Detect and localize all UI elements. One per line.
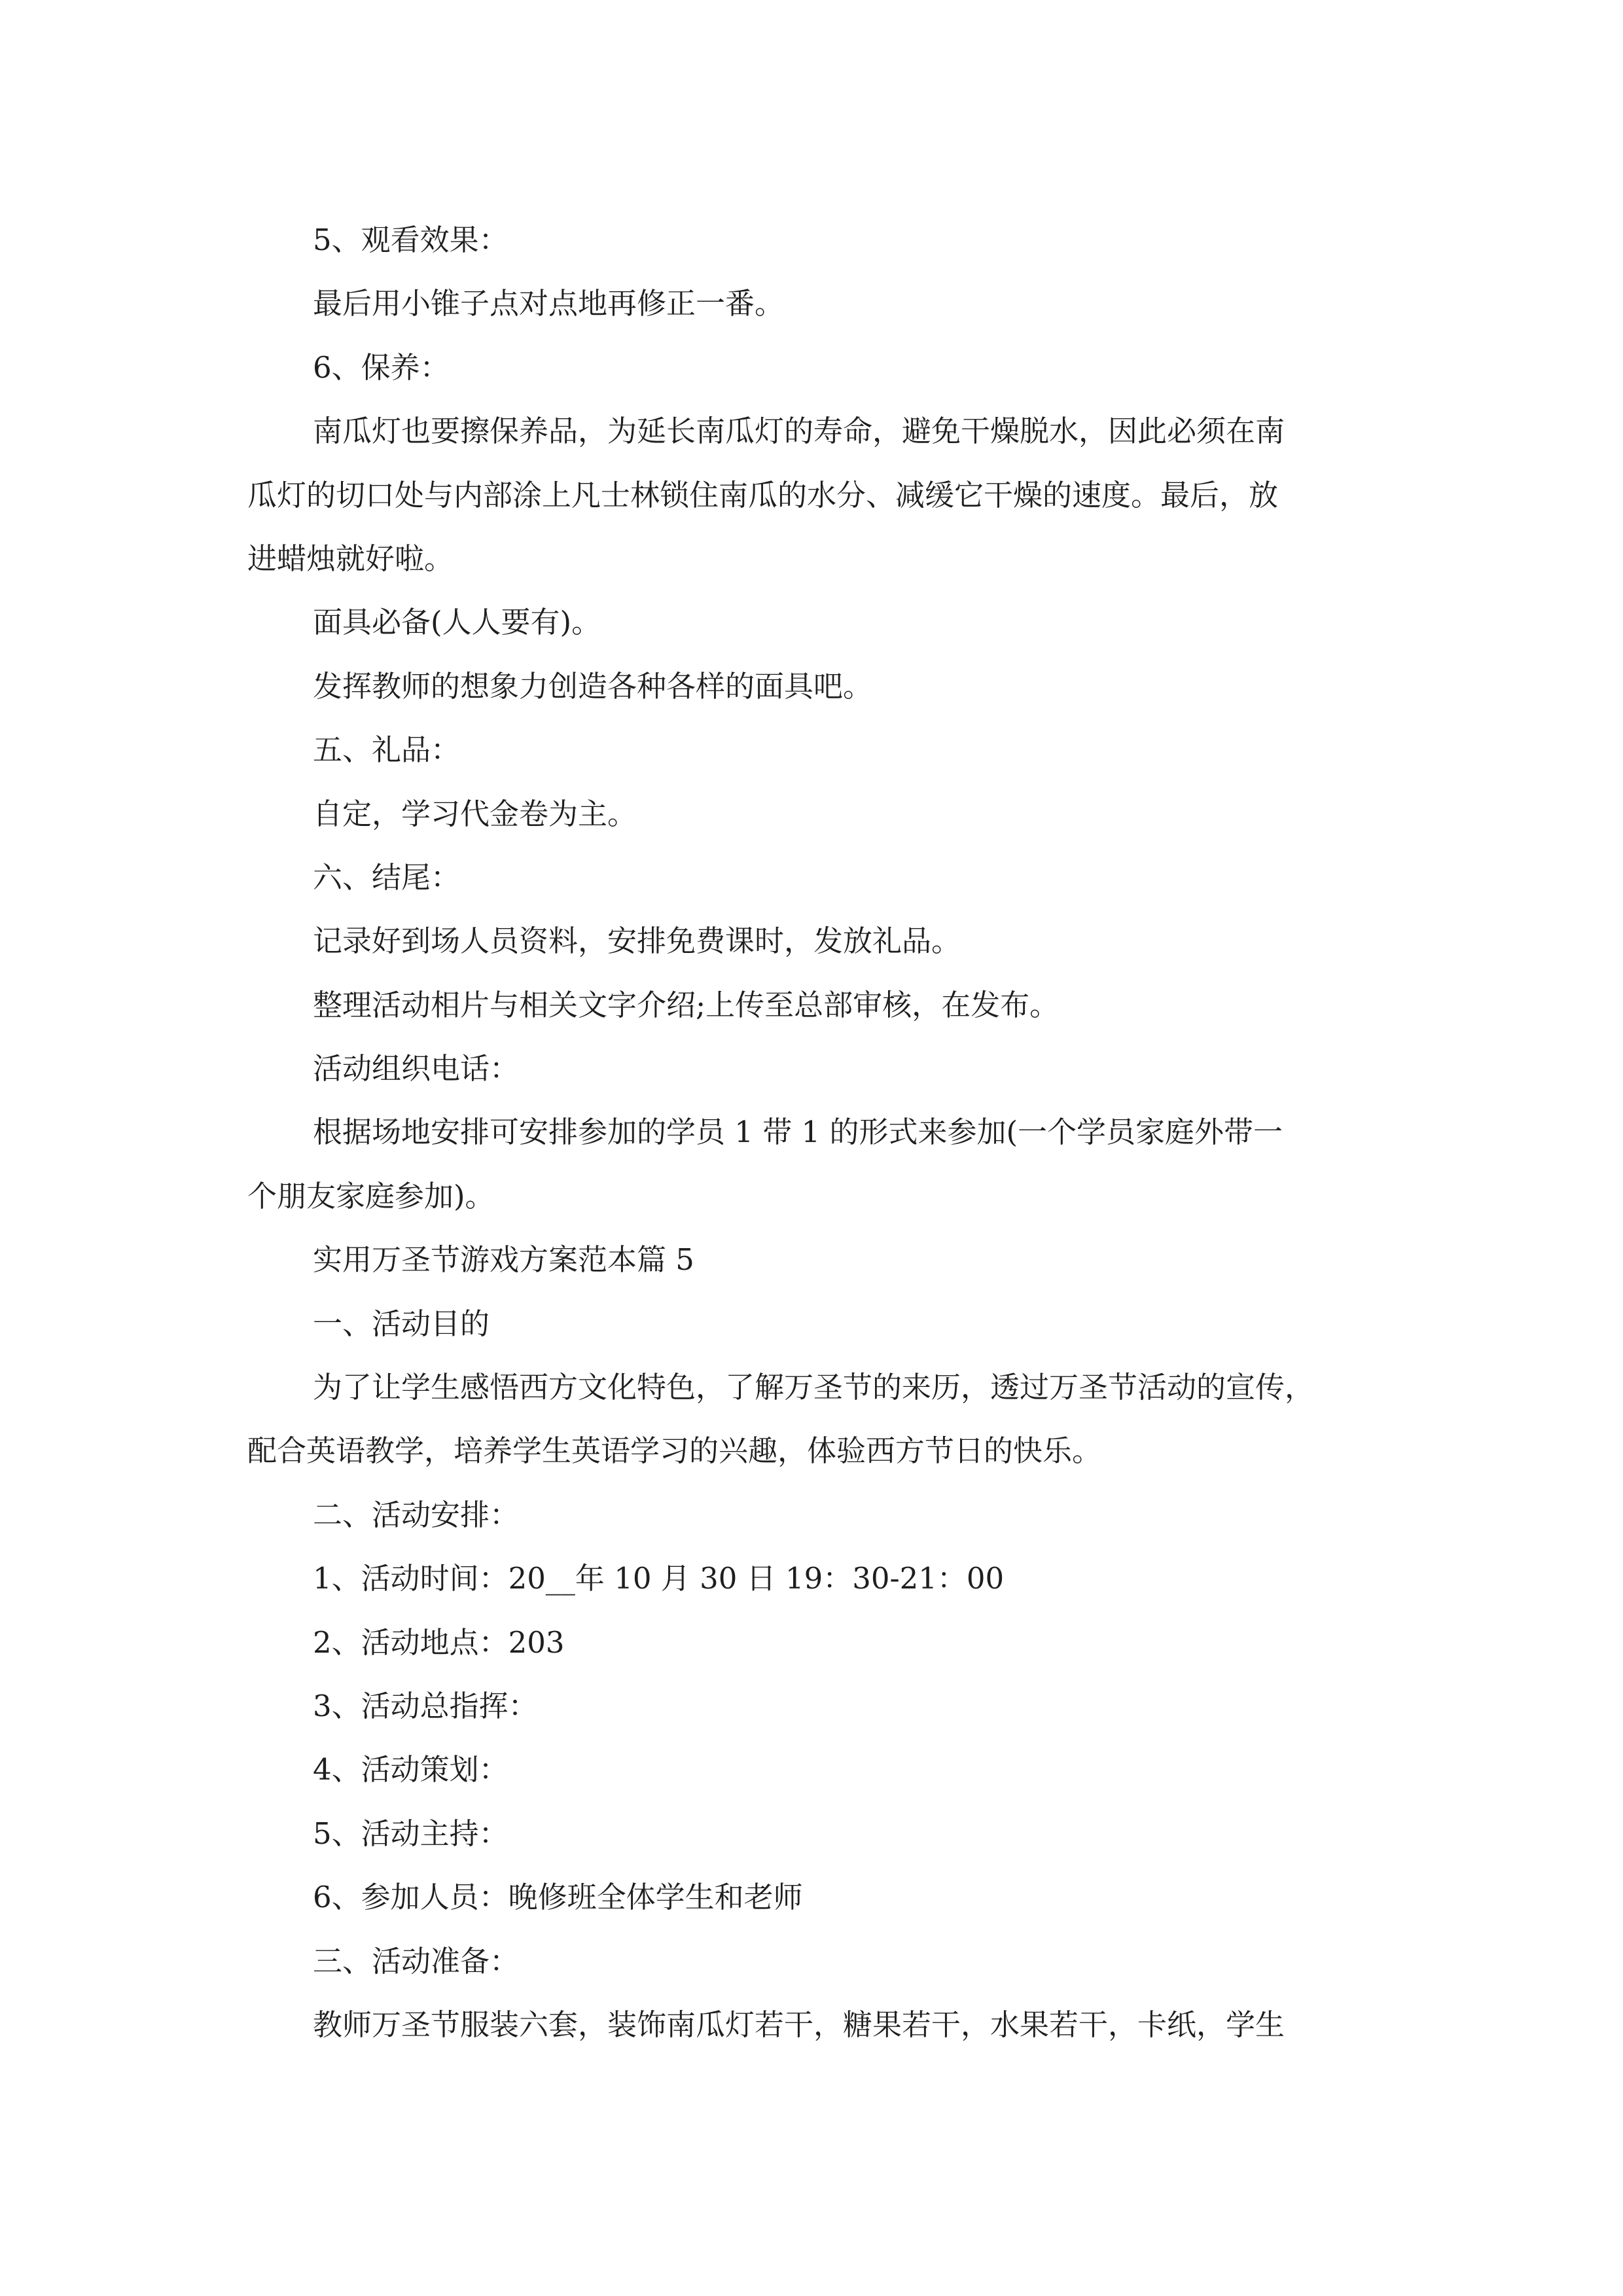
- section-heading: 五、礼品：: [313, 732, 461, 768]
- list-item: 2、活动地点：203: [313, 1624, 565, 1660]
- section-heading: 三、活动准备：: [313, 1943, 520, 1979]
- paragraph-line: 6、保养：: [313, 350, 450, 385]
- document-body: [247, 208, 1378, 2056]
- paragraph-line: 最后用小锥子点对点地再修正一番。: [313, 286, 785, 321]
- paragraph-line: 5、观看效果：: [313, 223, 508, 257]
- paragraph-line: 南瓜灯也要擦保养品，为延长南瓜灯的寿命，避免干燥脱水，因此必须在南: [313, 414, 1285, 449]
- paragraph-line: 整理活动相片与相关文字介绍;上传至总部审核，在发布。: [313, 987, 1060, 1022]
- paragraph-line: 进蜡烛就好啦。: [247, 541, 454, 576]
- paragraph-line: 个朋友家庭参加)。: [247, 1178, 495, 1213]
- paragraph-line: 发挥教师的想象力创造各种各样的面具吧。: [313, 668, 873, 704]
- section-heading: 一、活动目的: [313, 1306, 490, 1341]
- paragraph-line: 教师万圣节服装六套，装饰南瓜灯若干，糖果若干，水果若干，卡纸，学生: [313, 2007, 1285, 2042]
- paragraph-line: 面具必备(人人要有)。: [313, 605, 601, 640]
- paragraph-line: 自定，学习代金卷为主。: [313, 796, 637, 831]
- section-heading: 六、结尾：: [313, 859, 461, 895]
- paragraph-line: 根据场地安排可安排参加的学员 1 带 1 的形式来参加(一个学员家庭外带一: [313, 1115, 1283, 1150]
- list-item: 4、活动策划：: [313, 1752, 508, 1787]
- paragraph-line: 记录好到场人员资料，安排免费课时，发放礼品。: [313, 924, 961, 959]
- article-title: 实用万圣节游戏方案范本篇 5: [313, 1242, 694, 1278]
- paragraph-line: 为了让学生感悟西方文化特色，了解万圣节的来历，透过万圣节活动的宣传，: [313, 1370, 1315, 1405]
- paragraph-line: 瓜灯的切口处与内部涂上凡士林锁住南瓜的水分、减缓它干燥的速度。最后，放: [247, 477, 1279, 512]
- paragraph-line: 配合英语教学，培养学生英语学习的兴趣，体验西方节日的快乐。: [247, 1433, 1102, 1469]
- list-item: 1、活动时间：20__年 10 月 30 日 19：30-21：00: [313, 1561, 1005, 1596]
- list-item: 3、活动总指挥：: [313, 1688, 538, 1723]
- list-item: 6、参加人员：晚修班全体学生和老师: [313, 1880, 803, 1915]
- section-heading: 二、活动安排：: [313, 1497, 520, 1532]
- paragraph-line: 活动组织电话：: [313, 1051, 520, 1086]
- list-item: 5、活动主持：: [313, 1816, 508, 1851]
